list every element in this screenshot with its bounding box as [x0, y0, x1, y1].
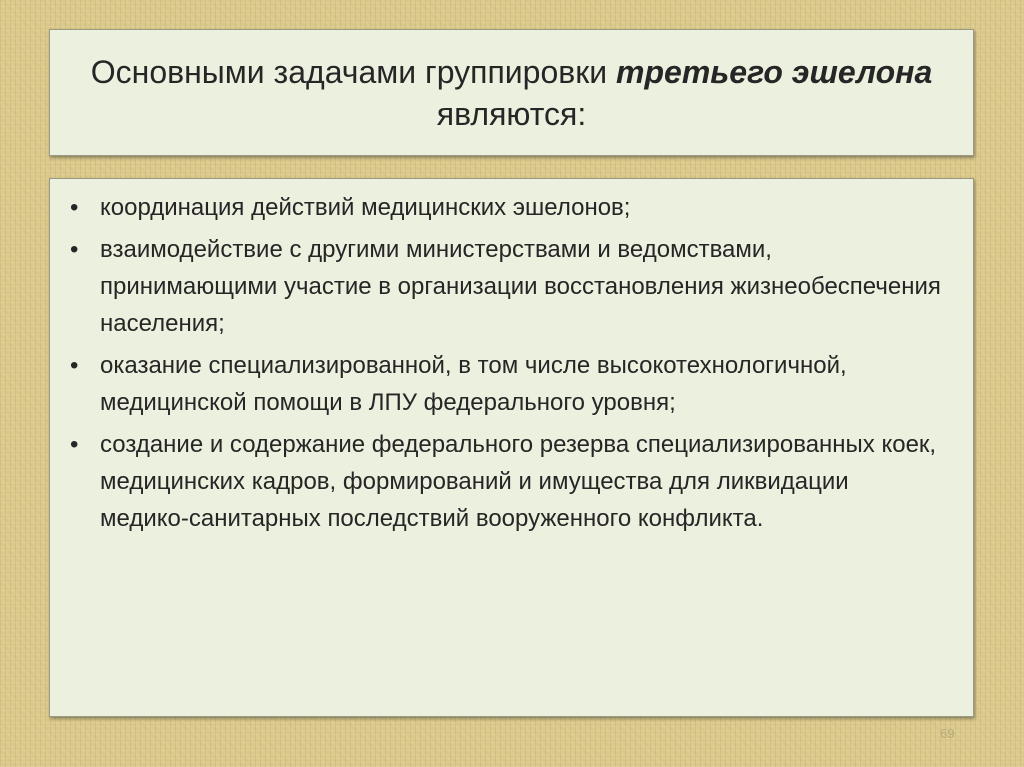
slide-title [50, 51, 973, 135]
bullet-marker: • [70, 194, 79, 221]
content-panel [49, 178, 974, 717]
bullet-item [70, 347, 943, 421]
page-number: 69 [940, 726, 955, 741]
bullet-marker: • [70, 236, 79, 263]
bullet-text: координация действий медицинских эшелонов; [100, 194, 631, 221]
bullet-marker: • [70, 431, 79, 458]
title-text-regular: Основными задачами группировки [90, 53, 617, 90]
bullet-text: оказание специализированной, в том числе высокотехнологичной, медицинской помощи в ЛПУ федерального уровня; [100, 352, 847, 416]
title-panel [49, 29, 974, 156]
bullet-text: взаимодействие с другими министерствами и ведомствами, принимающими участие в организации восстановления жизнеобеспечения населения; [100, 236, 941, 337]
bullet-list [70, 189, 943, 537]
bullet-item [70, 426, 943, 537]
bullet-text: создание и содержание федерального резерва специализированных коек, медицинских кадров, формирований и имущества для ликвидации медико-санитарных последствий вооруженного конфликта. [100, 431, 937, 532]
bullet-marker: • [70, 352, 79, 379]
title-text-emphasis: третьего эшелона [616, 53, 933, 90]
bullet-item [70, 231, 943, 342]
title-text-end: являются: [436, 95, 587, 132]
bullet-item [70, 189, 943, 226]
